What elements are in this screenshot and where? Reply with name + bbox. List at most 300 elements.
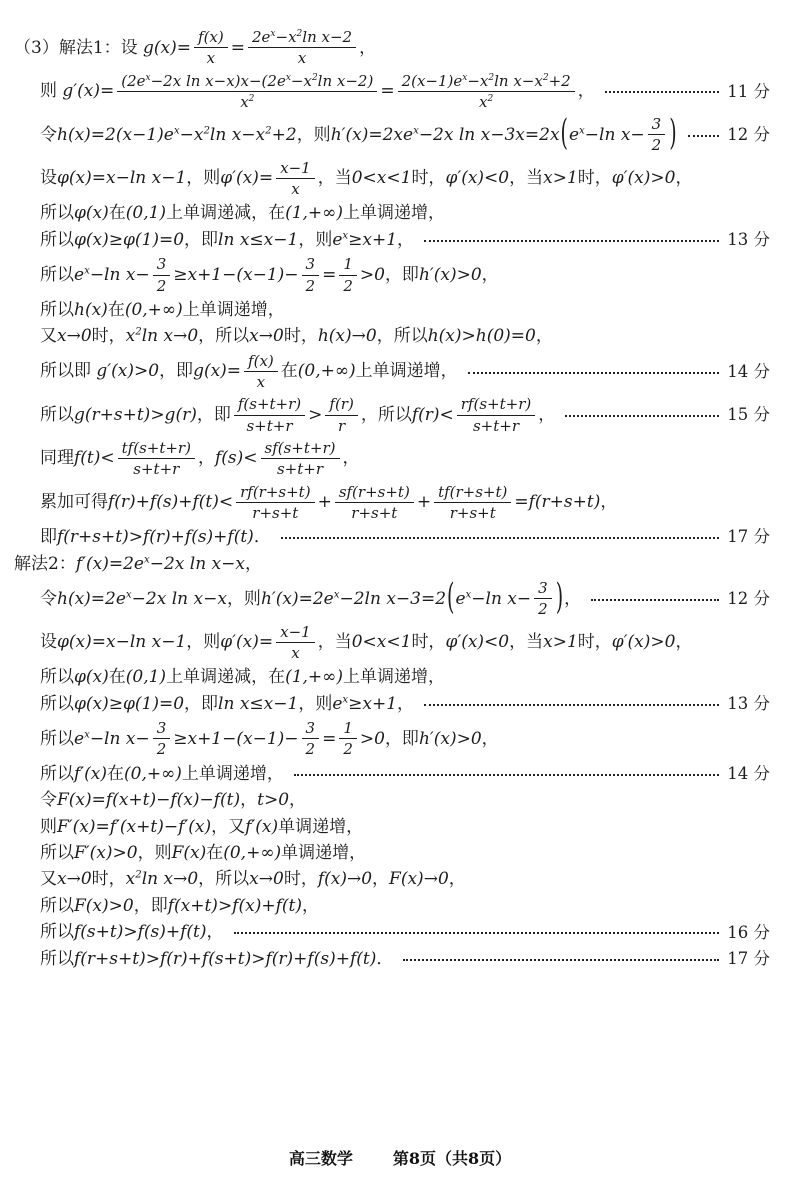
math-run: F(x)	[171, 842, 207, 863]
fraction-numerator: f(r)	[325, 395, 357, 415]
math-run: ln x≤x−1	[218, 229, 299, 250]
text-run: 设	[40, 632, 57, 653]
math-run: $e^x-\ln$ x−	[74, 264, 150, 285]
text-run: ，	[600, 492, 618, 513]
math-run: F(x)→0	[389, 869, 449, 890]
text-run: ，当	[317, 632, 352, 653]
math-run: $e^x\ge x+1$	[332, 229, 398, 250]
fraction	[648, 115, 666, 155]
fraction-numerator: ($2e^x-2x$ $\ln x-x)x-(2e^x-x^2\ln$ x−2)	[117, 72, 377, 92]
text-run: 解法2：	[14, 553, 76, 574]
text-run: ，	[675, 168, 693, 189]
math-run: F′(x)>0	[74, 842, 138, 863]
math-run: f′(x)	[74, 763, 108, 784]
math-run: φ(x)	[74, 203, 109, 224]
doc-line	[14, 439, 770, 479]
math-run: h′(x)>0	[418, 728, 482, 749]
text-run: ，则	[137, 842, 172, 863]
doc-line	[14, 325, 770, 347]
math-run: f(r+s+t)>f(r)+f(s)+f(t)	[57, 527, 254, 548]
math-run: x>1	[543, 168, 578, 189]
score-marker: 12 分	[727, 125, 770, 145]
math-run: ln x≤x−1	[218, 693, 299, 714]
text-run: 所以	[40, 842, 74, 863]
fraction-numerator: 3	[648, 115, 666, 135]
fraction	[248, 28, 356, 68]
doc-line	[14, 28, 770, 68]
text-run: 所以	[40, 404, 74, 425]
math-run: $f'(x)=2e^x-2x$ ln x−x	[75, 553, 245, 574]
doc-line	[14, 842, 770, 864]
text-run: ，	[538, 404, 556, 425]
text-run: 在	[108, 667, 126, 688]
math-run: $h(x)=2(x-1)e^x-x^2\ln$ $x-x^2+2$	[57, 124, 297, 145]
fraction-denominator: 2	[305, 740, 316, 759]
dotted-leader	[234, 932, 720, 934]
score-marker: 14 分	[727, 361, 770, 381]
text-run: 设	[40, 168, 57, 189]
text-run: ，则	[186, 632, 221, 653]
doc-line	[14, 579, 770, 619]
fraction	[434, 483, 511, 523]
fraction	[244, 352, 278, 392]
text-run: 令	[40, 588, 57, 609]
fraction-numerator: $2e^x-x^2\ln$ x−2	[248, 28, 356, 48]
text-run: 所以	[40, 299, 74, 320]
math-run: =	[380, 81, 395, 102]
text-run: ，	[675, 632, 693, 653]
text-run: ，	[481, 264, 499, 285]
fraction-denominator: r+s+t	[252, 503, 299, 522]
text-run: ，当	[317, 168, 352, 189]
math-run: $h'(x)=2e^x-2\ln$ x−3=2	[260, 588, 447, 609]
fraction	[339, 255, 357, 295]
text-run: ，	[359, 37, 377, 58]
text-run: （3）解法1：设	[14, 37, 144, 58]
fraction-numerator: sf(s+t+r)	[261, 439, 340, 459]
math-run: >	[308, 404, 323, 425]
text-run: 所以	[40, 203, 74, 224]
fraction	[302, 255, 320, 295]
text-run: ，则	[298, 693, 333, 714]
text-run: 在	[206, 842, 224, 863]
math-run: φ′(x)<0	[445, 168, 510, 189]
score-marker: 15 分	[727, 405, 770, 425]
text-run: 所以	[40, 728, 74, 749]
math-run: $e^x-\ln$ x−	[455, 588, 532, 609]
doc-line	[14, 623, 770, 663]
doc-line	[14, 255, 770, 295]
text-run: 则	[40, 816, 57, 837]
text-run: ，	[397, 693, 415, 714]
big-paren-icon: (	[560, 113, 568, 155]
text-run: 时，	[91, 326, 126, 347]
fraction	[534, 579, 552, 619]
doc-line	[14, 229, 770, 251]
math-run: $x^2\ln$ x→0	[125, 869, 199, 890]
text-run: ，	[244, 553, 262, 574]
text-run: 上单调递增，	[342, 667, 445, 688]
doc-line	[14, 895, 770, 917]
fraction	[457, 395, 535, 435]
math-run: φ′(x)>0	[611, 632, 676, 653]
dotted-leader	[688, 135, 720, 137]
text-run: ，	[448, 869, 466, 890]
fraction-denominator: s+t+r	[246, 416, 293, 435]
text-run: ，所以	[376, 326, 428, 347]
fraction-numerator: tf(s+t+r)	[118, 439, 195, 459]
text-run: 在	[107, 299, 125, 320]
text-run: 单调递增，	[278, 816, 364, 837]
dotted-leader	[424, 704, 719, 706]
text-run: 上单调递增，	[182, 299, 285, 320]
text-run: 所以	[40, 693, 74, 714]
text-run: 同理	[40, 448, 74, 469]
math-run: φ(x)≥φ(1)=0	[74, 693, 185, 714]
fraction-denominator: 2	[343, 276, 353, 295]
math-run: f(s+t)>f(s)+f(t)	[74, 922, 207, 943]
text-run: ，	[289, 790, 307, 811]
fraction-denominator: 2	[305, 276, 316, 295]
doc-line	[14, 719, 770, 759]
fraction-denominator: 2	[343, 740, 353, 759]
math-run: >0	[359, 728, 385, 749]
math-run: x>1	[543, 632, 578, 653]
fraction-numerator: 1	[339, 719, 357, 739]
math-run: =	[230, 37, 245, 58]
score-marker: 14 分	[727, 763, 770, 783]
math-run: g′(x)>0	[96, 361, 160, 382]
fraction-numerator: f(x)	[194, 28, 228, 48]
math-run: f(r+s+t)>f(r)+f(s+t)>f(r)+f(s)+f(t)	[74, 948, 377, 969]
math-run: 0<x<1	[351, 632, 412, 653]
text-run: 则	[40, 81, 63, 102]
dotted-leader	[468, 372, 720, 374]
doc-line	[14, 868, 770, 890]
text-run: 时，	[577, 632, 612, 653]
fraction-denominator: s+t+r	[133, 460, 180, 479]
doc-line	[14, 526, 770, 548]
text-run: 在	[280, 361, 298, 382]
math-run: f′(x)	[245, 816, 279, 837]
math-run: t>0	[257, 790, 290, 811]
math-run: φ(x)=x−ln x−1	[57, 168, 187, 189]
math-run: h(x)>h(0)=0	[427, 326, 536, 347]
fraction-numerator: 3	[153, 719, 171, 739]
text-run: 时，	[411, 168, 446, 189]
math-run: (1,+∞)	[285, 203, 343, 224]
dotted-leader	[424, 240, 719, 242]
text-run: ，则	[296, 124, 331, 145]
dotted-leader	[565, 415, 719, 417]
math-run: $e^x-\ln$ x−	[74, 728, 150, 749]
fraction-numerator: rf(r+s+t)	[236, 483, 314, 503]
score-marker: 11 分	[727, 81, 770, 101]
math-run: (0,+∞)	[124, 763, 182, 784]
math-run: f(r)<	[411, 404, 454, 425]
doc-line	[14, 763, 770, 785]
text-run: ．	[253, 527, 271, 548]
text-run: 上单调递减，在	[166, 667, 286, 688]
text-run: ．	[376, 948, 394, 969]
math-run: (0,1)	[125, 203, 167, 224]
big-paren-icon: (	[447, 577, 455, 619]
fraction	[335, 483, 414, 523]
math-run: h′(x)>0	[418, 264, 482, 285]
dotted-leader	[281, 537, 719, 539]
text-run: ，	[197, 448, 215, 469]
text-run: ，所以	[198, 869, 250, 890]
fraction-numerator: 3	[534, 579, 552, 599]
footer-page-number: 第8页（共8页）	[392, 1149, 512, 1168]
text-run: 所以	[40, 948, 74, 969]
math-run: φ′(x)<0	[445, 632, 510, 653]
math-run: F′(x)=f′(x+t)−f′(x)	[57, 816, 212, 837]
fraction-numerator: f(x)	[244, 352, 278, 372]
math-run: +	[317, 492, 332, 513]
text-run: 所以	[40, 229, 74, 250]
math-run: f(x)→0	[317, 869, 373, 890]
fraction-numerator: x−1	[276, 623, 315, 643]
text-run: ，	[481, 728, 499, 749]
math-run: +	[416, 492, 432, 513]
doc-line	[14, 483, 770, 523]
text-run: 上单调递增，	[342, 203, 445, 224]
doc-line	[14, 202, 770, 224]
fraction-denominator: $x^2$	[240, 92, 255, 111]
fraction-numerator: f(s+t+r)	[234, 395, 305, 415]
text-run: 所以	[40, 667, 74, 688]
text-run: 又	[40, 326, 57, 347]
fraction-numerator: tf(r+s+t)	[434, 483, 511, 503]
fraction-denominator: x	[291, 643, 300, 662]
fraction-denominator: 2	[156, 740, 167, 759]
text-run: 累加可得	[40, 492, 108, 513]
doc-line	[14, 921, 770, 943]
math-run: x→0	[249, 869, 284, 890]
text-run: 所以	[40, 763, 74, 784]
math-run: φ(x)=x−ln x−1	[57, 632, 187, 653]
math-run: g(r+s+t)>g(r)	[74, 404, 197, 425]
fraction-numerator: 3	[302, 255, 320, 275]
math-run: 0<x<1	[351, 168, 412, 189]
footer-course: 高三数学	[288, 1149, 353, 1168]
text-run: ，	[577, 81, 595, 102]
fraction-denominator: r+s+t	[449, 503, 496, 522]
math-run: ≥x+1−(x−1)−	[173, 728, 299, 749]
math-run: F(x)>0	[74, 895, 134, 916]
fraction	[276, 159, 315, 199]
math-run: $h'(x)=2xe^x-2x$ ln x−3x=2x	[330, 124, 560, 145]
doc-line	[14, 693, 770, 715]
text-run: ，	[240, 790, 258, 811]
text-run: 又	[40, 869, 57, 890]
math-run: ≥x+1−(x−1)−	[173, 264, 299, 285]
text-run: 上单调递增，	[355, 361, 458, 382]
fraction-numerator: rf(s+t+r)	[457, 395, 535, 415]
math-run: g(x)=	[193, 361, 242, 382]
text-run: ，	[342, 448, 360, 469]
fraction-denominator: x	[206, 49, 216, 68]
text-run: ，所以	[360, 404, 412, 425]
fraction-denominator: 2	[156, 276, 167, 295]
math-run: >0	[359, 264, 385, 285]
math-run: g(x)=	[143, 37, 192, 58]
fraction-denominator: x	[297, 49, 307, 68]
text-run: 在	[107, 763, 125, 784]
doc-line	[14, 299, 770, 321]
text-run: ，当	[509, 168, 544, 189]
fraction-denominator: r+s+t	[351, 503, 398, 522]
page-footer	[0, 1146, 800, 1169]
math-run: (0,1)	[125, 667, 167, 688]
math-run: φ(x)	[74, 667, 109, 688]
text-run: ，则	[226, 588, 261, 609]
dotted-leader	[605, 91, 720, 93]
math-run: φ(x)≥φ(1)=0	[74, 229, 185, 250]
dotted-leader	[591, 599, 719, 601]
text-run: ，	[564, 588, 582, 609]
math-run: f(s)<	[214, 448, 258, 469]
fraction	[236, 483, 314, 523]
math-run: φ′(x)=	[220, 632, 274, 653]
math-run: x→0	[249, 326, 284, 347]
math-run: x→0	[57, 326, 92, 347]
fraction-denominator: x	[291, 180, 300, 199]
doc-line	[14, 395, 770, 435]
text-run: ，当	[509, 632, 544, 653]
score-marker: 16 分	[727, 922, 770, 942]
text-run: ，	[535, 326, 553, 347]
math-run: =	[322, 728, 337, 749]
math-run: (1,+∞)	[285, 667, 343, 688]
math-run: $x^2\ln$ x→0	[125, 326, 199, 347]
math-run: $e^x-\ln$ x−	[568, 124, 645, 145]
text-run: 时，	[283, 326, 318, 347]
text-run: ，即	[196, 404, 231, 425]
text-run: ，即	[133, 895, 168, 916]
text-run: 所以	[40, 264, 74, 285]
fraction-numerator: sf(r+s+t)	[335, 483, 414, 503]
doc-line	[14, 352, 770, 392]
math-run: $h(x)=2e^x-2x$ ln x−x	[57, 588, 227, 609]
math-run: φ′(x)>0	[611, 168, 676, 189]
text-run: 上单调递减，在	[166, 203, 286, 224]
text-run: ，又	[211, 816, 246, 837]
fraction-numerator: $2(x-1)e^x-x^2\ln$ $x-x^2+2$	[398, 72, 575, 92]
score-marker: 17 分	[727, 527, 770, 547]
math-run: F(x)=f(x+t)−f(x)−f(t)	[57, 790, 241, 811]
text-run: 所以即	[40, 361, 97, 382]
text-run: ，	[397, 229, 415, 250]
fraction	[153, 255, 171, 295]
text-run: 令	[40, 790, 57, 811]
doc-line	[14, 159, 770, 199]
fraction	[339, 719, 357, 759]
fraction-denominator: s+t+r	[472, 416, 520, 435]
doc-line	[14, 553, 770, 575]
math-run: f(r)+f(s)+f(t)<	[108, 492, 234, 513]
score-marker: 17 分	[727, 949, 770, 969]
fraction	[117, 72, 377, 112]
fraction-denominator: s+t+r	[276, 460, 324, 479]
score-marker: 12 分	[727, 588, 770, 608]
math-run: (0,+∞)	[297, 361, 356, 382]
text-run: 在	[108, 203, 126, 224]
score-marker: 13 分	[727, 693, 770, 713]
fraction-denominator: r	[338, 416, 346, 435]
text-run: ，即	[159, 361, 194, 382]
fraction	[325, 395, 357, 435]
big-paren-icon: )	[555, 577, 564, 619]
doc-line	[14, 666, 770, 688]
text-run: ，即	[184, 229, 219, 250]
math-run: (0,+∞)	[124, 299, 183, 320]
text-run: ，即	[384, 728, 419, 749]
doc-line	[14, 816, 770, 838]
doc-line	[14, 789, 770, 811]
fraction	[302, 719, 320, 759]
math-run: g′(x)=	[62, 81, 115, 102]
text-run: ，所以	[198, 326, 250, 347]
big-paren-icon: )	[669, 113, 677, 155]
text-run: ，即	[384, 264, 419, 285]
dotted-leader	[294, 774, 719, 776]
text-run: ，则	[298, 229, 333, 250]
text-run: ，	[301, 895, 319, 916]
fraction-denominator: 2	[651, 136, 662, 155]
text-run: 时，	[283, 869, 318, 890]
math-run: f(x+t)>f(x)+f(t)	[167, 895, 302, 916]
text-run: ，	[372, 869, 390, 890]
text-run: 令	[40, 124, 57, 145]
math-run: h(x)	[74, 299, 108, 320]
text-run: 单调递增，	[281, 842, 367, 863]
fraction-denominator: $x^2$	[479, 92, 494, 111]
text-run: 所以	[40, 922, 74, 943]
math-run: =f(r+s+t)	[514, 492, 601, 513]
math-run: f(t)<	[74, 448, 115, 469]
math-run: h(x)→0	[317, 326, 377, 347]
fraction	[153, 719, 171, 759]
math-run: x→0	[57, 869, 92, 890]
fraction-denominator: x	[256, 373, 266, 392]
text-run: 时，	[577, 168, 612, 189]
text-run: ，	[206, 922, 224, 943]
math-run: =	[322, 264, 337, 285]
fraction	[261, 439, 340, 479]
math-run: (0,+∞)	[223, 842, 282, 863]
fraction	[234, 395, 305, 435]
math-run: $e^x\ge x+1$	[332, 693, 398, 714]
text-run: 所以	[40, 895, 74, 916]
dotted-leader	[403, 959, 719, 961]
text-run: 上单调递增，	[181, 763, 284, 784]
doc-line	[14, 72, 770, 112]
score-marker: 13 分	[727, 230, 770, 250]
fraction-numerator: 3	[153, 255, 171, 275]
fraction	[118, 439, 195, 479]
text-run: 时，	[91, 869, 126, 890]
fraction-numerator: 3	[302, 719, 320, 739]
text-run: ，即	[184, 693, 219, 714]
fraction	[276, 623, 315, 663]
fraction-denominator: 2	[538, 600, 548, 619]
fraction-numerator: x−1	[276, 159, 315, 179]
text-run: 时，	[411, 632, 446, 653]
text-run: ，则	[186, 168, 221, 189]
text-run: 即	[40, 527, 57, 548]
